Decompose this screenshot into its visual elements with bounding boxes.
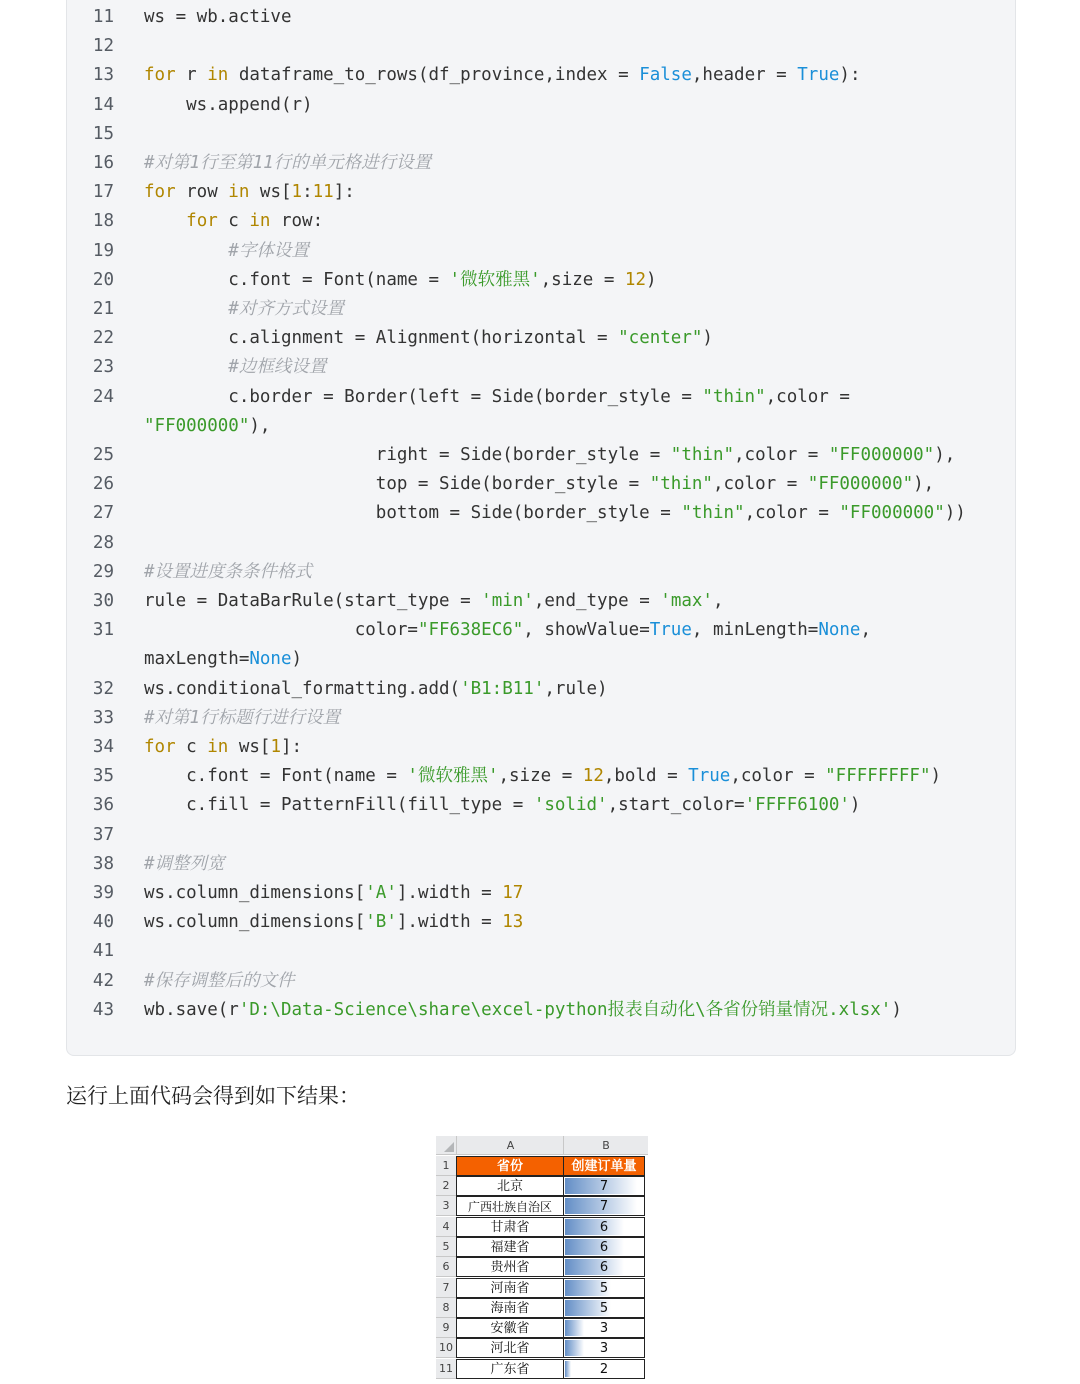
line-number: 21	[92, 299, 114, 319]
row-number: 5	[436, 1237, 456, 1257]
code-line	[66, 498, 1016, 528]
line-number: 18	[92, 211, 114, 232]
code-line	[66, 995, 1016, 1025]
code-text: for c in ws[1]:	[144, 737, 303, 757]
line-number: 37	[92, 824, 114, 845]
row-number: 4	[436, 1217, 456, 1237]
line-number: 30	[92, 591, 114, 611]
line-number: 33	[92, 707, 114, 728]
row-number: 8	[436, 1298, 456, 1318]
code-text: #边框线设置	[228, 357, 327, 378]
code-line	[66, 790, 1016, 820]
code-line	[66, 936, 1016, 966]
code-text: #设置进度条条件格式	[144, 561, 313, 582]
code-line	[66, 411, 1016, 441]
code-line	[66, 323, 1016, 353]
orders-value: 2	[599, 1361, 609, 1377]
line-number: 15	[92, 123, 114, 144]
column-header-b: B	[563, 1136, 648, 1154]
line-number: 29	[92, 561, 114, 582]
code-text: "FF000000"),	[144, 415, 271, 436]
line-number: 26	[92, 474, 114, 495]
line-number: 24	[92, 386, 114, 407]
row-number: 6	[436, 1257, 456, 1277]
code-line	[66, 469, 1016, 499]
code-line	[66, 557, 1016, 587]
province-cell: 福建省	[456, 1237, 564, 1257]
code-text: #对第1行至第11行的单元格进行设置	[144, 153, 432, 173]
code-text: maxLength=None)	[144, 649, 303, 670]
code-text: c.fill = PatternFill(fill_type = 'solid',start_color='FFFF6100')	[144, 795, 861, 816]
code-text: #对齐方式设置	[228, 299, 344, 319]
province-cell: 河北省	[456, 1338, 564, 1358]
code-text: for c in row:	[186, 211, 324, 232]
province-cell: 河南省	[456, 1278, 564, 1298]
line-number: 12	[92, 36, 114, 57]
code-line	[66, 849, 1016, 879]
data-bar	[565, 1259, 624, 1275]
line-number: 22	[92, 328, 114, 349]
code-line	[66, 615, 1016, 645]
province-cell: 广东省	[456, 1359, 564, 1379]
row-number: 9	[436, 1318, 456, 1338]
orders-value: 7	[599, 1179, 609, 1194]
code-text: ws = wb.active	[144, 7, 292, 27]
line-number: 35	[92, 766, 114, 787]
orders-cell	[563, 1359, 645, 1379]
data-bar	[565, 1219, 624, 1235]
code-line	[66, 352, 1016, 382]
select-all-corner	[436, 1136, 456, 1154]
code-line	[66, 382, 1016, 412]
code-line	[66, 586, 1016, 616]
column-header-a: A	[456, 1136, 564, 1154]
code-line	[66, 878, 1016, 908]
code-text: c.border = Border(left = Side(border_style = "thin",color =	[144, 386, 850, 407]
province-cell: 甘肃省	[456, 1217, 564, 1237]
code-line	[66, 820, 1016, 850]
orders-cell	[563, 1318, 645, 1338]
code-text: top = Side(border_style = "thin",color = "FF000000"),	[144, 474, 935, 495]
row-number: 1	[436, 1156, 456, 1176]
code-line	[66, 761, 1016, 791]
orders-value: 3	[599, 1341, 609, 1357]
line-number: 32	[92, 678, 114, 699]
code-line	[66, 528, 1016, 558]
code-line	[66, 236, 1016, 266]
code-text: bottom = Side(border_style = "thin",color = "FF000000"))	[144, 503, 966, 524]
line-number: 39	[92, 883, 114, 903]
code-line	[66, 966, 1016, 996]
code-text: #对第1行标题行进行设置	[144, 707, 341, 728]
line-number: 36	[92, 795, 114, 816]
code-line	[66, 206, 1016, 236]
line-number: 41	[92, 941, 114, 962]
line-number: 11	[92, 7, 114, 27]
line-number: 19	[92, 240, 114, 261]
code-text: c.font = Font(name = '微软雅黑',size = 12,bold = True,color = "FFFFFFFF")	[144, 766, 942, 787]
orders-cell	[563, 1298, 645, 1318]
header-cell-province: 省份	[456, 1156, 564, 1176]
line-number: 27	[92, 503, 114, 524]
spreadsheet-image	[436, 1136, 648, 1382]
line-number: 13	[92, 65, 114, 86]
orders-value: 5	[599, 1280, 609, 1296]
orders-cell	[563, 1196, 645, 1216]
code-line	[66, 907, 1016, 937]
province-cell: 海南省	[456, 1298, 564, 1318]
code-line	[66, 440, 1016, 470]
orders-cell	[563, 1278, 645, 1298]
result-caption: 运行上面代码会得到如下结果：	[66, 1084, 360, 1108]
data-bar	[565, 1361, 571, 1377]
line-number: 42	[92, 970, 114, 991]
province-cell: 广西壮族自治区	[456, 1196, 564, 1216]
orders-value: 6	[599, 1260, 609, 1276]
orders-value: 7	[599, 1199, 609, 1215]
line-number: 28	[92, 532, 114, 553]
code-line	[66, 703, 1016, 733]
line-number: 14	[92, 94, 114, 115]
line-number: 34	[92, 737, 114, 757]
code-text: for row in ws[1:11]:	[144, 182, 355, 203]
code-line	[66, 674, 1016, 704]
orders-value: 6	[599, 1219, 609, 1235]
province-cell: 北京	[456, 1176, 564, 1196]
orders-cell	[563, 1257, 645, 1277]
data-bar	[565, 1239, 624, 1255]
code-text: ws.column_dimensions['A'].width = 17	[144, 883, 524, 903]
code-text: rule = DataBarRule(start_type = 'min',end_type = 'max',	[144, 591, 724, 611]
code-line	[66, 644, 1016, 674]
row-number: 3	[436, 1196, 456, 1216]
orders-value: 6	[599, 1239, 609, 1255]
row-number: 11	[436, 1359, 456, 1379]
code-line	[66, 2, 1016, 32]
line-number: 16	[92, 153, 114, 173]
row-number: 2	[436, 1176, 456, 1196]
code-text: color="FF638EC6", showValue=True, minLength=None,	[144, 620, 872, 641]
code-line	[66, 177, 1016, 207]
row-number: 10	[436, 1338, 456, 1358]
code-text: wb.save(r'D:\Data-Science\share\excel-python报表自动化\各省份销量情况.xlsx')	[144, 999, 902, 1020]
province-cell: 安徽省	[456, 1318, 564, 1338]
code-text: c.font = Font(name = '微软雅黑',size = 12)	[144, 269, 657, 290]
orders-cell	[563, 1217, 645, 1237]
code-line	[66, 119, 1016, 149]
code-text: #保存调整后的文件	[144, 970, 295, 991]
line-number: 40	[92, 912, 114, 933]
data-bar	[565, 1320, 584, 1336]
line-number: 25	[92, 445, 114, 465]
code-text: ws.column_dimensions['B'].width = 13	[144, 912, 524, 933]
code-text: ws.conditional_formatting.add('B1:B11',rule)	[144, 678, 608, 699]
line-number: 38	[92, 853, 114, 874]
line-number: 17	[92, 182, 114, 203]
code-text: c.alignment = Alignment(horizontal = "center")	[144, 328, 713, 349]
code-line	[66, 31, 1016, 61]
line-number: 20	[92, 269, 114, 290]
line-number: 23	[92, 357, 114, 378]
province-cell: 贵州省	[456, 1257, 564, 1277]
code-text: for r in dataframe_to_rows(df_province,index = False,header = True):	[144, 65, 861, 86]
code-line	[66, 732, 1016, 762]
line-number: 43	[92, 999, 114, 1020]
code-line	[66, 148, 1016, 178]
code-line	[66, 294, 1016, 324]
code-text: ws.append(r)	[144, 94, 313, 115]
code-line	[66, 60, 1016, 90]
data-bar	[565, 1340, 584, 1356]
orders-cell	[563, 1176, 645, 1196]
orders-value: 3	[599, 1321, 609, 1337]
code-line	[66, 265, 1016, 295]
orders-value: 5	[599, 1300, 609, 1316]
code-text: #字体设置	[228, 240, 309, 261]
code-text: #调整列宽	[144, 853, 225, 874]
orders-cell	[563, 1338, 645, 1358]
line-number: 31	[92, 620, 114, 641]
code-text: right = Side(border_style = "thin",color = "FF000000"),	[144, 445, 956, 465]
header-cell-orders: 创建订单量	[563, 1156, 645, 1176]
code-line	[66, 90, 1016, 120]
orders-cell	[563, 1237, 645, 1257]
row-number: 7	[436, 1278, 456, 1298]
